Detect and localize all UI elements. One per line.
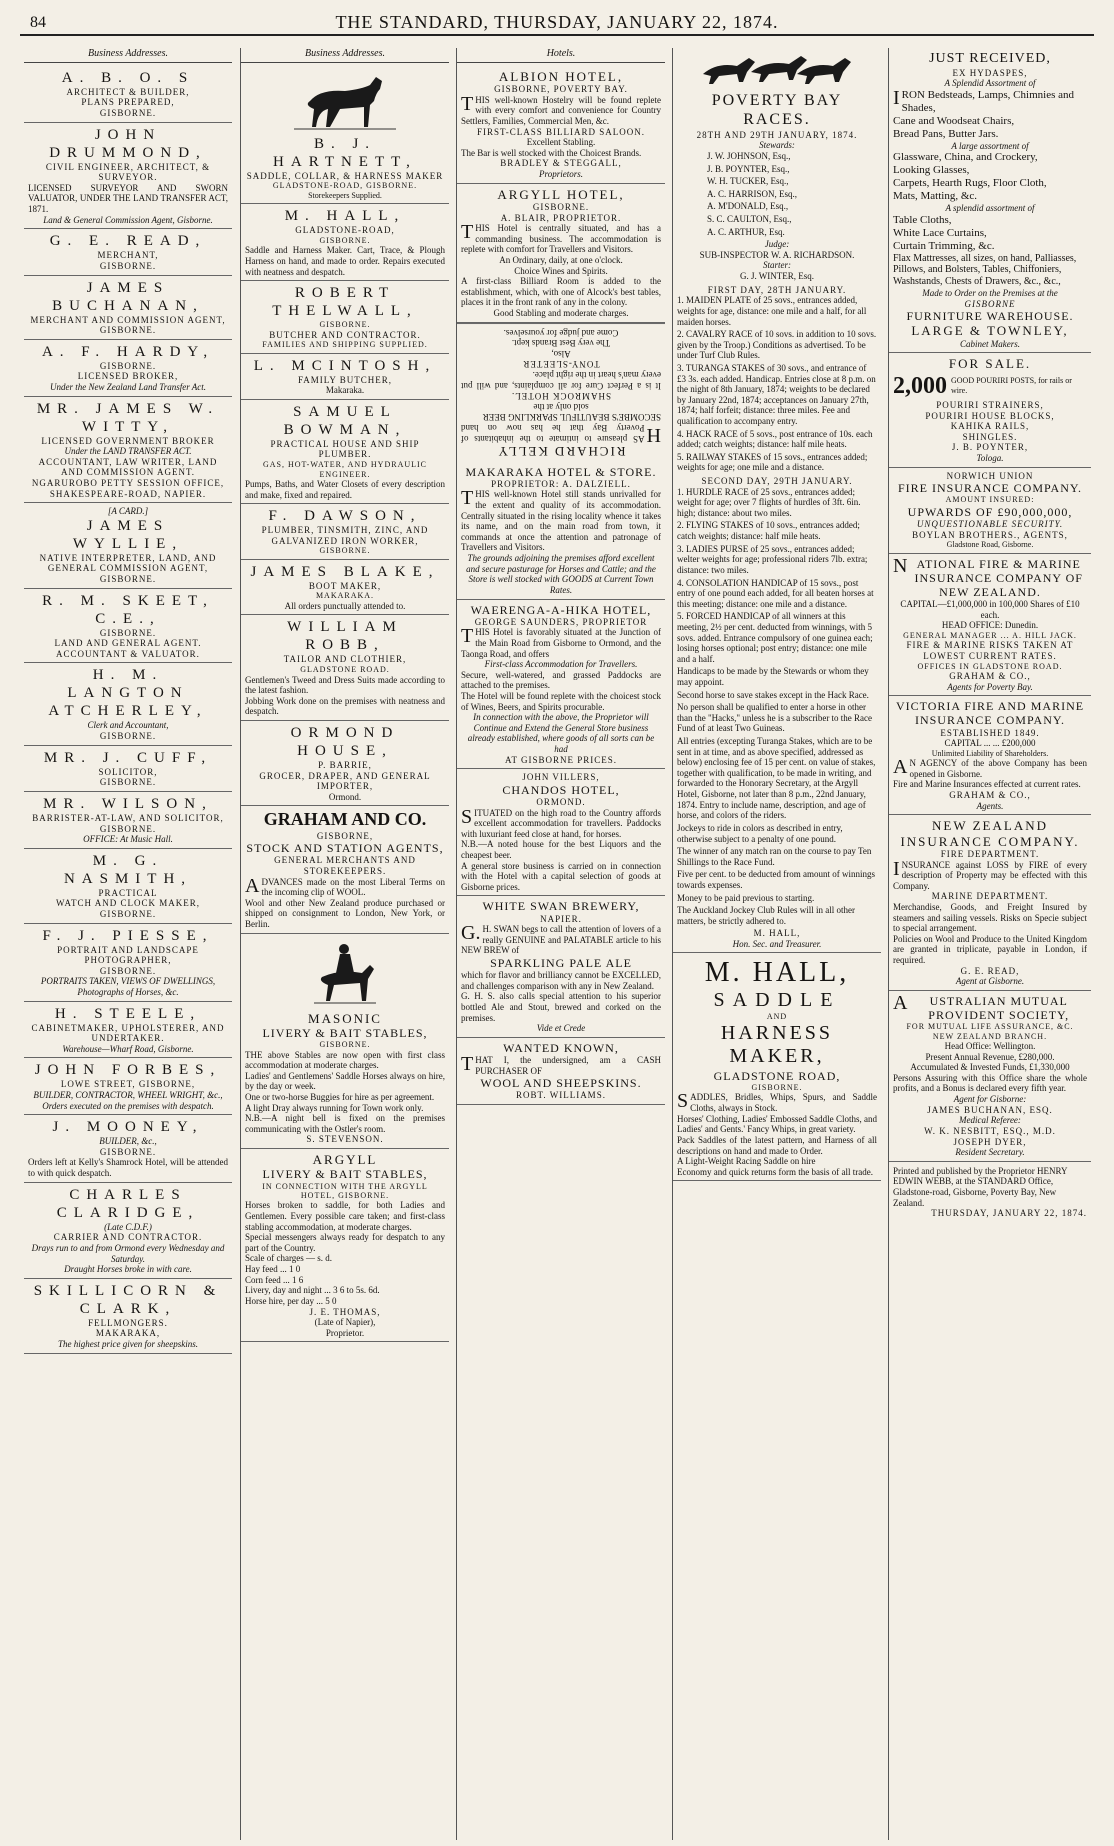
- business-line: GISBORNE.: [99, 777, 157, 788]
- business-line: GISBORNE.: [99, 965, 157, 976]
- ad-waerenga-hotel: WAERENGA-A-HIKA HOTEL, GEORGE SAUNDERS, PROPRIETOR THIS Hotel is favorably situated at the Junction of the Main Road from Gisborne to Ormond, and the Taonga Road, and offers First-class Accommodation for Travellers. Secure, well-watered, and grassed Paddocks are attached to the premises. The Hotel will be found replete with the choicest stock of Wines, Beers, and Spirits procurable. In connection with the above, the Proprietor will Continue and Extend the General Store business already established, where goods of all sorts can be had AT GISBORNE PRICES.: [457, 600, 665, 770]
- business-card: [24, 1279, 232, 1354]
- business-name: A. F. HARDY,: [41, 343, 215, 360]
- business-line: CABINETMAKER, UPHOLSTERER, AND UNDERTAKER.: [31, 1022, 225, 1044]
- ad-graham: GRAHAM AND CO. GISBORNE, STOCK AND STATION AGENTS, GENERAL MERCHANTS AND STOREKEEPERS. ADVANCES made on the most Liberal Terms on the incoming clip of WOOL. Wool and other New Zealand produce purchased or shipped on consignment to London, New York, or Berlin.: [241, 806, 449, 933]
- column-header: Business Addresses.: [241, 48, 449, 63]
- first-day-races: 1. MAIDEN PLATE of 25 sovs., entrances added, weights for age, distance: one mile and a half, for all maiden horses. 2. CAVALRY RACE of 10 sovs. in addition to 10 sovs. given by the Troop.) Conditions as advertised. To be under Turf Club Rules. 3. TURANGA STAKES of 30 sovs., and entrance of £3 3s. each added. Handicap. Entries close at 8 p.m. on the night of 8th January, 1874; weights to be declared by January 22nd, 1874; acceptances on January 27th, 1874; half forfeit; distance: three miles. Fee and qualification to accompany entry. 4. HACK RACE of 5 sovs., post entrance of 10s. each added; catch weights; distance: half mile heats. 5. RAILWAY STAKES of 15 sovs., entrances added; weights for age; one mile and a distance.: [677, 295, 877, 473]
- business-name: JOHN FORBES,: [34, 1062, 222, 1079]
- business-detail: LICENSED SURVEYOR AND SWORN VALUATOR, UNDER THE LAND TRANSFER ACT, 1871.: [28, 182, 228, 215]
- business-line: [A CARD.]: [107, 506, 149, 517]
- business-line: GISBORNE.: [99, 360, 157, 371]
- ad-mcintosh: L. MCINTOSH, FAMILY BUTCHER, Makaraka.: [241, 354, 449, 400]
- business-card: [24, 746, 232, 792]
- business-line: NATIVE INTERPRETER, LAND, AND GENERAL COMMISSION AGENT,: [39, 552, 217, 574]
- business-card: [24, 849, 232, 924]
- ad-hall-harness: M. HALL, SADDLE AND HARNESS MAKER, GLADSTONE ROAD, GISBORNE. SADDLES, Bridles, Whips, Spurs, and Saddle Cloths, always in Stock. Horses' Clothing, Ladies' Embossed Saddle Cloths, and Ladies' and Gents.' Fancy Whips, in great variety. Pack Saddles of the latest pattern, and Harness of all descriptions on hand and made to Order. A Light-Weight Racing Saddle on hire Economy and quick returns form the basis of all trade.: [673, 952, 881, 1182]
- business-card: [24, 66, 232, 123]
- business-line: ACCOUNTANT & VALUATOR.: [56, 648, 200, 659]
- business-line: MERCHANT AND COMMISSION AGENT,: [30, 314, 226, 325]
- ad-argyll-stables: ARGYLL LIVERY & BAIT STABLES, IN CONNECTION WITH THE ARGYLL HOTEL, GISBORNE. Horses broken to saddle, for both Ladies and Gentlemen. Every possible care taken; and first-class stabling accommodation, at moderate charges. Special messengers always ready for despatch to any part of the Country. Scale of charges — s. d. Hay feed ... 1 0 Corn feed ... 1 6 Livery, day and night ... 3 6 to 5s. 6d. Horse hire, per day ... 5 0 J. E. THOMAS, (Late of Napier), Proprietor.: [241, 1149, 449, 1342]
- ad-new-zealand-insurance: NEW ZEALAND INSURANCE COMPANY. FIRE DEPARTMENT. INSURANCE against LOSS by FIRE of every description of Property may be effected with this Company. MARINE DEPARTMENT. Merchandise, Goods, and Freight Insured by steamers and sailing vessels. Risks on Specie subject to special arrangement. Policies on Wool and Produce to the United Kingdom are granted in triplicate, payable in London, if required. G. E. READ, Agent at Gisborne.: [889, 815, 1091, 991]
- business-line: Clerk and Accountant,: [87, 720, 169, 731]
- business-card: [24, 792, 232, 849]
- ad-albion-hotel: ALBION HOTEL, GISBORNE, POVERTY BAY. THIS well-known Hostelry will be found replete with every comfort and convenience for Country Settlers, Families, Commercial Men, &c. FIRST-CLASS BILLIARD SALOON. Excellent Stabling. The Bar is well stocked with the Choicest Brands. BRADLEY & STEGGALL, Proprietors.: [457, 66, 665, 184]
- business-name: A. B. O. S: [61, 69, 195, 86]
- ad-masonic-stables: MASONIC LIVERY & BAIT STABLES, GISBORNE. THE above Stables are now open with first class accommodation at moderate charges. Ladies' and Gentlemens' Saddle Horses always on hire, by the day or week. One or two-horse Buggies for hire as per agreement. A light Dray always running for Town work only. N.B.—A night bell is fixed on the premises communicating with the Ostler's room. S. STEVENSON.: [241, 934, 449, 1149]
- ad-victoria-fire-marine: VICTORIA FIRE AND MARINE INSURANCE COMPANY. ESTABLISHED 1849. CAPITAL ... ... £200,000 Unlimited Liability of Shareholders. AN AGENCY of the above Company has been opened in Gisborne. Fire and Marine Insurances effected at current rates. GRAHAM & CO., Agents.: [889, 696, 1091, 815]
- column-races: [672, 48, 881, 1840]
- racehorses-illustration: [697, 50, 857, 88]
- quantity: 2,000: [893, 372, 947, 399]
- race-announcement: POVERTY BAY RACES. 28TH AND 29TH JANUARY, 1874. Stewards: J. W. JOHNSON, Esq., J. B. POYNTER, Esq., W. H. TUCKER, Esq., A. C. HARRISON, Esq., A. M'DONALD, Esq., S. C. CAULTON, Esq., A. C. ARTHUR, Esq. Judge: SUB-INSPECTOR W. A. RICHARDSON. Starter: G. J. WINTER, Esq. FIRST DAY, 28TH JANUARY. 1. MAIDEN PLATE of 25 sovs., entrances added, weights for age, distance: one mile and a half, for all maiden horses. 2. CAVALRY RACE of 10 sovs. in addition to 10 sovs. given by the Troop.) Conditions as advertised. To be under Turf Club Rules. 3. TURANGA STAKES of 30 sovs., and entrance of £3 3s. each added. Handicap. Entries close at 8 p.m. on the night of 8th January, 1874; weights to be declared by January 22nd, 1874; acceptances on January 27th, 1874; half forfeit; distance: three miles. Fee and qualification to accompany entry. 4. HACK RACE of 5 sovs., post entrance of 10s. each added; catch weights; distance: half mile heats. 5. RAILWAY STAKES of 15 sovs., entrances added; weights for age; one mile and a distance. SECOND DAY, 29TH JANUARY. 1. HURDLE RACE of 25 sovs., entrances added; weight for age; over 7 flights of hurdles of 3ft. 6in. high; distance: about two miles. 2. FLYING STAKES of 10 sovs., entrances added; catch weights; distance: half mile heats. 3. LADIES PURSE of 25 sovs., entrances added; welter weights for age; professional riders 7lb. extra; distance: two miles. 4. CONSOLATION HANDICAP of 15 sovs., post entry of one pound each added, for all beaten horses at this meeting; distance: one mile and a distance. 5. FORCED HANDICAP of all winners at this meeting, 2½ per cent. deducted from winnings, with 5 sovs. added. Entrance compulsory of one guinea each; losing horses optional; post entry; distance: one mile and a half. Handicaps to be made by the Stewards or whom they may appoint. Second horse to save stakes except in the Hack Race. No person shall be qualified to enter a horse in other than the "Hacks," unless he is a subscriber to the Race Fund of at least Two Guineas. All entries (excepting Turanga Stakes, which are to be sent in at time, and as above specified, addressed as below) enclosing fee of 15 per cent. on value of stakes, together with qualification, to be made in writing, and forwarded to the Honorary Secretary, at the Argyll Hotel, Gisborne, not later than 8 p.m., 22nd January, 1874. Entry to include name, description, and age of horse, and colors of the riders. Jockeys to ride in colors as described in entry, otherwise subject to a penalty of one pound. The winner of any match ran on the course to pay Ten Shillings to the Race Fund. Five per cent. to be deducted from amount of winnings towards expenses. Money to be paid previous to starting. The Auckland Jockey Club Rules will in all other matters, be strictly adhered to. M. HALL, Hon. Sec. and Treasurer.: [677, 92, 877, 950]
- business-name: JOHN DRUMMOND,: [49, 126, 207, 161]
- business-card: [24, 1115, 232, 1182]
- stewards-list: J. W. JOHNSON, Esq., J. B. POYNTER, Esq., W. H. TUCKER, Esq., A. C. HARRISON, Esq., A. M'DONALD, Esq., S. C. CAULTON, Esq., A. C. ARTHUR, Esq.: [707, 150, 798, 237]
- business-line: OFFICE: At Music Hall.: [83, 834, 173, 845]
- ad-amp-society: AUSTRALIAN MUTUAL PROVIDENT SOCIETY, FOR MUTUAL LIFE ASSURANCE, &C. NEW ZEALAND BRANCH. Head Office: Wellington. Present Annual Revenue, £280,000. Accumulated & Invested Funds, £1,330,000 Persons Assuring with this Office share the whole profits, and a Bonus is declared every fifth year. Agent for Gisborne: JAMES BUCHANAN, ESQ. Medical Referee: W. K. NESBITT, ESQ., M.D. JOSEPH DYER, Resident Secretary.: [889, 991, 1091, 1162]
- business-card: [24, 340, 232, 397]
- business-name: MR. JAMES W. WITTY,: [36, 400, 220, 435]
- business-line: NGARUROBO PETTY SESSION OFFICE, SHAKESPEARE-ROAD, NAPIER.: [31, 477, 225, 499]
- ad-ormond-house: ORMOND HOUSE, P. BARRIE, GROCER, DRAPER, AND GENERAL IMPORTER, Ormond.: [241, 721, 449, 806]
- business-line: Draught Horses broke in with care.: [64, 1264, 192, 1275]
- business-line: GISBORNE.: [99, 260, 157, 271]
- business-line: GISBORNE.: [99, 823, 157, 834]
- business-card: [24, 663, 232, 745]
- ad-name: B. J. HARTNETT,: [273, 135, 417, 170]
- business-card: [24, 1002, 232, 1059]
- business-name: H. STEELE,: [54, 1005, 202, 1022]
- business-detail: Orders left at Kelly's Shamrock Hotel, will be attended to with quick despatch.: [28, 1157, 228, 1179]
- business-line: GISBORNE.: [99, 908, 157, 919]
- business-line: Land & General Commission Agent, Gisborne.: [43, 214, 213, 225]
- business-line: BARRISTER-AT-LAW, AND SOLICITOR,: [32, 812, 224, 823]
- business-card: [24, 1058, 232, 1115]
- masthead: [20, 8, 1094, 36]
- ad-thelwall: ROBERT THELWALL, GISBORNE. BUTCHER AND CONTRACTOR. FAMILIES AND SHIPPING SUPPLIED.: [241, 281, 449, 353]
- business-line: FELLMONGERS.: [88, 1317, 168, 1328]
- business-line: CIVIL ENGINEER, ARCHITECT, & SURVEYOR.: [45, 161, 211, 183]
- publisher-imprint: Printed and published by the Proprietor HENRY EDWIN WEBB, at the STANDARD Office, Gladstone-road, Gisborne, Poverty Bay, New Zealand. THURSDAY, JANUARY 22, 1874.: [893, 1165, 1087, 1219]
- business-card: [24, 503, 232, 588]
- ad-just-received: JUST RECEIVED, EX HYDASPES, A Splendid Assortment of IRON Bedsteads, Lamps, Chimnies and Shades, Cane and Woodseat Chairs, Bread Pans, Butter Jars. A large assortment of Glassware, China, and Crockery, Looking Glasses, Carpets, Hearth Rugs, Floor Cloth, Mats, Matting, &c. A splendid assortment of Table Cloths, White Lace Curtains, Curtain Trimming, &c. Flax Mattresses, all sizes, on hand, Palliasses, Pillows, and Bolsters, Tables, Chiffoniers, Washstands, Chests of Drawers, &c., &c., Made to Order on the Premises at the GISBORNE FURNITURE WAREHOUSE. LARGE & TOWNLEY, Cabinet Makers.: [889, 48, 1091, 353]
- ad-bowman: SAMUEL BOWMAN, PRACTICAL HOUSE AND SHIP PLUMBER. GAS, HOT-WATER, AND HYDRAULIC ENGINEER. Pumps, Baths, and Water Closets of every description and make, fixed and repaired.: [241, 400, 449, 504]
- business-line: PLANS PREPARED,: [81, 97, 175, 108]
- business-line: MERCHANT,: [97, 250, 159, 261]
- business-line: BUILDER, &c.,: [99, 1136, 157, 1147]
- second-day-races: 1. HURDLE RACE of 25 sovs., entrances added; weight for age; over 7 flights of hurdles of 3ft. 6in. high; distance: about two miles. 2. FLYING STAKES of 10 sovs., entrances added; catch weights; distance: half mile heats. 3. LADIES PURSE of 25 sovs., entrances added; welter weights for age; professional riders 7lb. extra; distance: two miles. 4. CONSOLATION HANDICAP of 15 sovs., post entry of one pound each added, for all beaten horses at this meeting; distance: one mile and a distance. 5. FORCED HANDICAP of all winners at this meeting, 2½ per cent. deducted from winnings, with 5 sovs. added. Entrance compulsory of one guinea each; losing horses optional; post entry; distance: one mile and a half.: [677, 486, 874, 664]
- business-line: The highest price given for sheepskins.: [58, 1338, 198, 1349]
- business-line: Orders executed on the premises with despatch.: [42, 1100, 214, 1111]
- business-name: SKILLICORN & CLARK,: [33, 1282, 223, 1317]
- ad-blake: JAMES BLAKE, BOOT MAKER, MAKARAKA. All orders punctually attended to.: [241, 560, 449, 616]
- business-card: [24, 229, 232, 275]
- ad-makaraka-hotel: MAKARAKA HOTEL & STORE. PROPRIETOR: A. DALZIELL. THIS well-known Hotel still stands unrivalled for the extent and quality of its accommodation. Centrally situated in the rising locality whence it takes its name, and on the main road from town, it commands at once the attention and patronage of Travellers and Visitors. The grounds adjoining the premises afford excellent and secure pasturage for Horses and Cattle; and the Store is well stocked with GOODS at Current Town Rates.: [457, 462, 665, 600]
- business-line: GISBORNE.: [99, 731, 157, 742]
- business-name: JAMES WYLLIE,: [72, 517, 184, 552]
- ad-hall-saddler: M. HALL, GLADSTONE-ROAD, GISBORNE. Saddle and Harness Maker. Cart, Trace, & Plough Harness on hand, and made to order. Repairs executed with neatness and despatch.: [241, 204, 449, 281]
- business-name: H. M. LANGTON ATCHERLEY,: [48, 667, 208, 720]
- business-name: MR. J. CUFF,: [43, 749, 213, 766]
- business-name: MR. WILSON,: [43, 795, 213, 812]
- race-conditions: Handicaps to be made by the Stewards or whom they may appoint. Second horse to save stakes except in the Hack Race. No person shall be qualified to enter a horse in other than the "Hacks," unless he is a subscriber to the Race Fund of at least Two Guineas. All entries (excepting Turanga Stakes, which are to be sent in at time, and as above specified, addressed as below) enclosing fee of 15 per cent. on value of stakes, together with qualification, to be made in writing, and forwarded to the Honorary Secretary, at the Argyll Hotel, Gisborne, not later than 8 p.m., 22nd January, 1874. Entry to include name, description, and age of horse, and colors of the riders. Jockeys to ride in colors as described in entry, otherwise subject to a penalty of one pound. The winner of any match ran on the course to pay Ten Shillings to the Race Fund. Five per cent. to be deducted from amount of winnings towards expenses. Money to be paid previous to starting. The Auckland Jockey Club Rules will in all other matters, be strictly adhered to.: [677, 666, 876, 926]
- column-insurance-notices: [888, 48, 1091, 1840]
- ad-white-swan-brewery: WHITE SWAN BREWERY, NAPIER. G.H. SWAN begs to call the attention of lovers of a really GENUINE and PALATABLE article to his NEW BREW of SPARKLING PALE ALE which for flavor and brilliancy cannot be EXCELLED, and challenges comparison with any in New Zealand. G. H. S. also calls special attention to his superior bottled Ale and Stout, brewed and corked on the premises. Vide et Crede: [457, 896, 665, 1037]
- business-name: R. M. SKEET, C.E.,: [42, 592, 214, 627]
- business-line: Under the LAND TRANSFER ACT.: [64, 446, 192, 457]
- column-business-addresses-2: [240, 48, 449, 1840]
- business-name: M. G. NASMITH,: [63, 852, 193, 887]
- business-line: (Late C.D.F.): [104, 1221, 152, 1232]
- business-name: CHARLES CLARIDGE,: [56, 1186, 200, 1221]
- column-business-addresses-1: [24, 48, 232, 1840]
- ad-chandos-hotel: JOHN VILLERS, CHANDOS HOTEL, ORMOND. SITUATED on the high road to the Country affords excellent accommodation for travellers. Paddocks with luxuriant feed close at hand, for horses. N.B.—A noted house for the best Liquors and the cheapest beer. A general store business is carried on in connection with the Hotel with a capital selection of goods at Gisborne prices.: [457, 769, 665, 896]
- business-line: BUILDER, CONTRACTOR, WHEEL WRIGHT, &c.,: [33, 1090, 223, 1101]
- business-line: LICENSED GOVERNMENT BROKER: [41, 435, 215, 446]
- page-number: 84: [30, 14, 46, 31]
- business-line: GISBORNE.: [99, 574, 157, 585]
- column-header: Hotels.: [457, 48, 665, 63]
- business-name: F. J. PIESSE,: [42, 927, 214, 944]
- ad-argyll-hotel: ARGYLL HOTEL, GISBORNE. A. BLAIR, PROPRIETOR. THIS Hotel is centrally situated, and has a commanding business. The accommodation is replete with comfort for Travellers and Visitors. An Ordinary, daily, at one o'clock. Choice Wines and Spirits. A first-class Billiard Room is added to the establishment, which, with one of Alcock's best tables, places it in the front rank of any in the colony. Good Stabling and moderate charges.: [457, 184, 665, 323]
- column-header: Business Addresses.: [24, 48, 232, 63]
- newspaper-title: THE STANDARD, THURSDAY, JANUARY 22, 1874.: [335, 12, 779, 32]
- business-card: [24, 1183, 232, 1279]
- business-line: GISBORNE.: [99, 627, 157, 638]
- column-hotels: [456, 48, 665, 1840]
- ad-norwich-union: NORWICH UNION FIRE INSURANCE COMPANY. AMOUNT INSURED: UPWARDS OF £90,000,000, UNQUESTIONABLE SECURITY. BOYLAN BROTHERS., AGENTS, Gladstone Road, Gisborne.: [889, 468, 1091, 554]
- ad-robb: WILLIAM ROBB, TAILOR AND CLOTHIER, GLADSTONE ROAD. Gentlemen's Tweed and Dress Suits made according to the latest fashion. Jobbing Work done on the premises with neatness and despatch.: [241, 615, 449, 720]
- business-line: LAND AND GENERAL AGENT.: [54, 638, 202, 649]
- business-line: PHOTOGRAPHER,: [84, 955, 172, 966]
- horse-illustration: [290, 71, 400, 133]
- business-line: MAKARAKA,: [95, 1328, 161, 1339]
- business-line: LICENSED BROKER,: [77, 371, 179, 382]
- ad-hartnett: B. J. HARTNETT, SADDLE, COLLAR, & HARNESS MAKER GLADSTONE-ROAD, GISBORNE. Storekeepers Supplied.: [241, 66, 449, 204]
- business-line: CARRIER AND CONTRACTOR.: [53, 1232, 203, 1243]
- business-line: Drays run to and from Ormond every Wednesday and Saturday.: [31, 1242, 225, 1264]
- business-line: ACCOUNTANT, LAW WRITER, LAND AND COMMISSION AGENT.: [38, 456, 218, 478]
- ad-kelly-shamrock: RICHARD KELLY HAS pleasure to intimate to the inhabitants of Poverty Bay that he has now on hand SECOMBE'S BEAUTIFUL SPARKLING BEER sold only at the SHAMROCK HOTEL. It is a Perfect Cure for all complaints, and will put every man's heart in the right place. TONY-SLEETER Also, The very Best Brands kept. Come and judge for yourselves.: [457, 323, 665, 462]
- ad-national-fire-marine: NATIONAL FIRE & MARINE INSURANCE COMPANY OF NEW ZEALAND. CAPITAL—£1,000,000 in 100,000 Shares of £10 each. HEAD OFFICE: Dunedin. GENERAL MANAGER ... A. HILL JACK. FIRE & MARINE RISKS TAKEN AT LOWEST CURRENT RATES. OFFICES IN GLADSTONE ROAD. GRAHAM & CO., Agents for Poverty Bay.: [889, 554, 1091, 697]
- business-name: G. E. READ,: [49, 233, 207, 250]
- business-line: PORTRAIT AND LANDSCAPE: [57, 944, 199, 955]
- business-card: [24, 276, 232, 340]
- business-card: [24, 589, 232, 664]
- business-line: WATCH AND CLOCK MAKER,: [55, 898, 200, 909]
- business-line: LOWE STREET, GISBORNE,: [60, 1079, 196, 1090]
- race-title: POVERTY BAY RACES.: [711, 92, 843, 128]
- business-card: [24, 397, 232, 504]
- business-line: GISBORNE.: [99, 1146, 157, 1157]
- business-name: JAMES BUCHANAN,: [52, 279, 204, 314]
- business-name: J. MOONEY,: [52, 1119, 204, 1136]
- business-line: SOLICITOR,: [98, 766, 158, 777]
- business-line: GISBORNE.: [99, 108, 157, 119]
- business-line: Under the New Zealand Land Transfer Act.: [49, 381, 207, 392]
- business-line: Warehouse—Wharf Road, Gisborne.: [62, 1043, 194, 1054]
- business-card: [24, 924, 232, 1002]
- ad-dawson: F. DAWSON, PLUMBER, TINSMITH, ZINC, AND GALVANIZED IRON WORKER, GISBORNE.: [241, 504, 449, 560]
- business-line: GISBORNE.: [99, 325, 157, 336]
- business-card: [24, 123, 232, 230]
- ad-wanted-known: WANTED KNOWN, THAT I, the undersigned, am a CASH PURCHASER OF WOOL AND SHEEPSKINS. ROBT. WILLIAMS.: [457, 1038, 665, 1105]
- ad-for-sale: FOR SALE. 2,000 GOOD POURIRI POSTS, for rails or wire. POURIRI STRAINERS, POURIRI HOUSE BLOCKS, KAHIKA RAILS, SHINGLES. J. B. POYNTER, Tologa.: [889, 353, 1091, 467]
- business-line: PRACTICAL: [98, 887, 158, 898]
- rider-illustration: [310, 939, 380, 1009]
- business-line: PORTRAITS TAKEN, VIEWS OF DWELLINGS, Photographs of Horses, &c.: [40, 976, 216, 997]
- business-line: ARCHITECT & BUILDER,: [66, 86, 190, 97]
